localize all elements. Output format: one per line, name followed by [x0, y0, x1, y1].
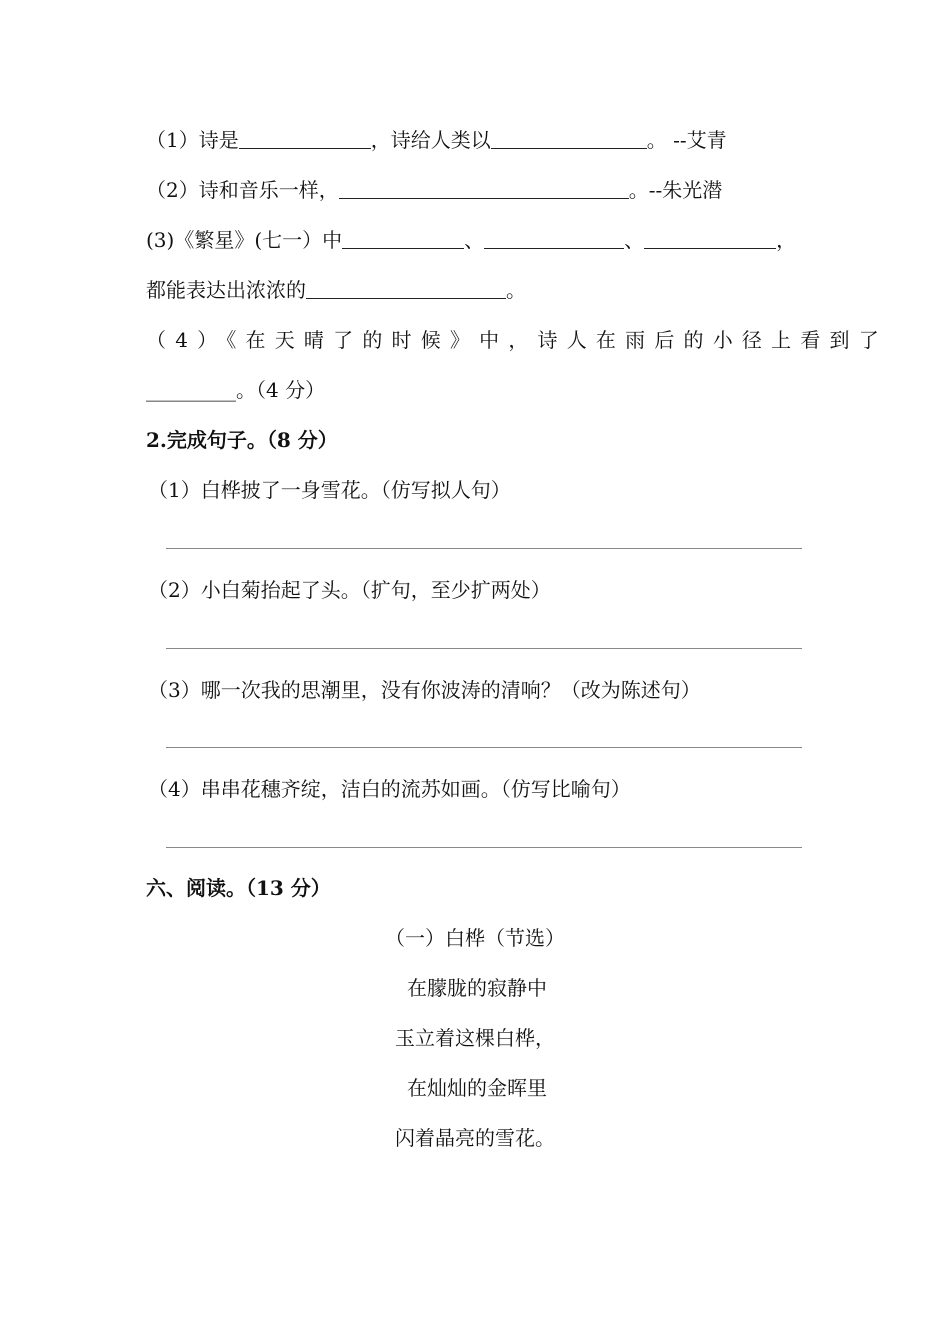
blank-field[interactable]: [306, 276, 506, 299]
sentence-task-4: （4）串串花穗齐绽，洁白的流苏如画。（仿写比喻句）: [148, 777, 631, 801]
text: （2）诗和音乐一样，: [146, 178, 339, 202]
text: 。--朱光潜: [628, 178, 723, 202]
blank-field[interactable]: [484, 226, 624, 249]
answer-line-2[interactable]: [166, 648, 802, 649]
text: 、: [464, 228, 485, 252]
poem-title: （一）白桦（节选）: [385, 926, 565, 950]
blank-underscores[interactable]: _________: [146, 378, 236, 402]
answer-line-4[interactable]: [166, 847, 802, 848]
text: 都能表达出浓浓的: [146, 278, 306, 302]
text: ，: [776, 228, 797, 252]
answer-line-1[interactable]: [166, 548, 802, 549]
blank-field[interactable]: [491, 126, 647, 149]
text: 。（4 分）: [236, 378, 326, 402]
sentence-task-1: （1）白桦披了一身雪花。（仿写拟人句）: [148, 478, 511, 502]
text: 、: [624, 228, 645, 252]
fill-line-3: [146, 226, 806, 254]
text: ，诗给人类以: [370, 128, 491, 152]
poem-line-3: 在灿灿的金晖里: [407, 1076, 547, 1100]
poem-line-4: 闪着晶亮的雪花。: [395, 1126, 555, 1150]
blank-field[interactable]: [644, 226, 776, 249]
blank-field[interactable]: [239, 126, 371, 149]
fill-line-4: （4）《在天晴了的时候》中，诗人在雨后的小径上看到了: [146, 328, 888, 352]
fill-line-4b: [146, 376, 806, 404]
fill-line-3b: [146, 276, 806, 304]
fill-line-2: [146, 176, 806, 204]
text: （1）诗是: [146, 128, 239, 152]
fill-line-1: [146, 126, 806, 154]
section-heading-2: 2.完成句子。（8 分）: [146, 428, 338, 452]
poem-line-1: 在朦胧的寂静中: [407, 976, 547, 1000]
blank-field[interactable]: [339, 176, 629, 199]
answer-line-3[interactable]: [166, 747, 802, 748]
text: 。 --艾青: [646, 128, 727, 152]
section-heading-6: 六、阅读。（13 分）: [146, 876, 331, 900]
text: 。: [506, 278, 526, 302]
blank-field[interactable]: [342, 226, 464, 249]
text: (3)《繁星》(七一）中: [146, 228, 343, 252]
sentence-task-2: （2）小白菊抬起了头。（扩句，至少扩两处）: [148, 578, 551, 602]
sentence-task-3: （3）哪一次我的思潮里，没有你波涛的清响？（改为陈述句）: [148, 678, 701, 702]
poem-line-2: 玉立着这棵白桦，: [395, 1026, 555, 1050]
